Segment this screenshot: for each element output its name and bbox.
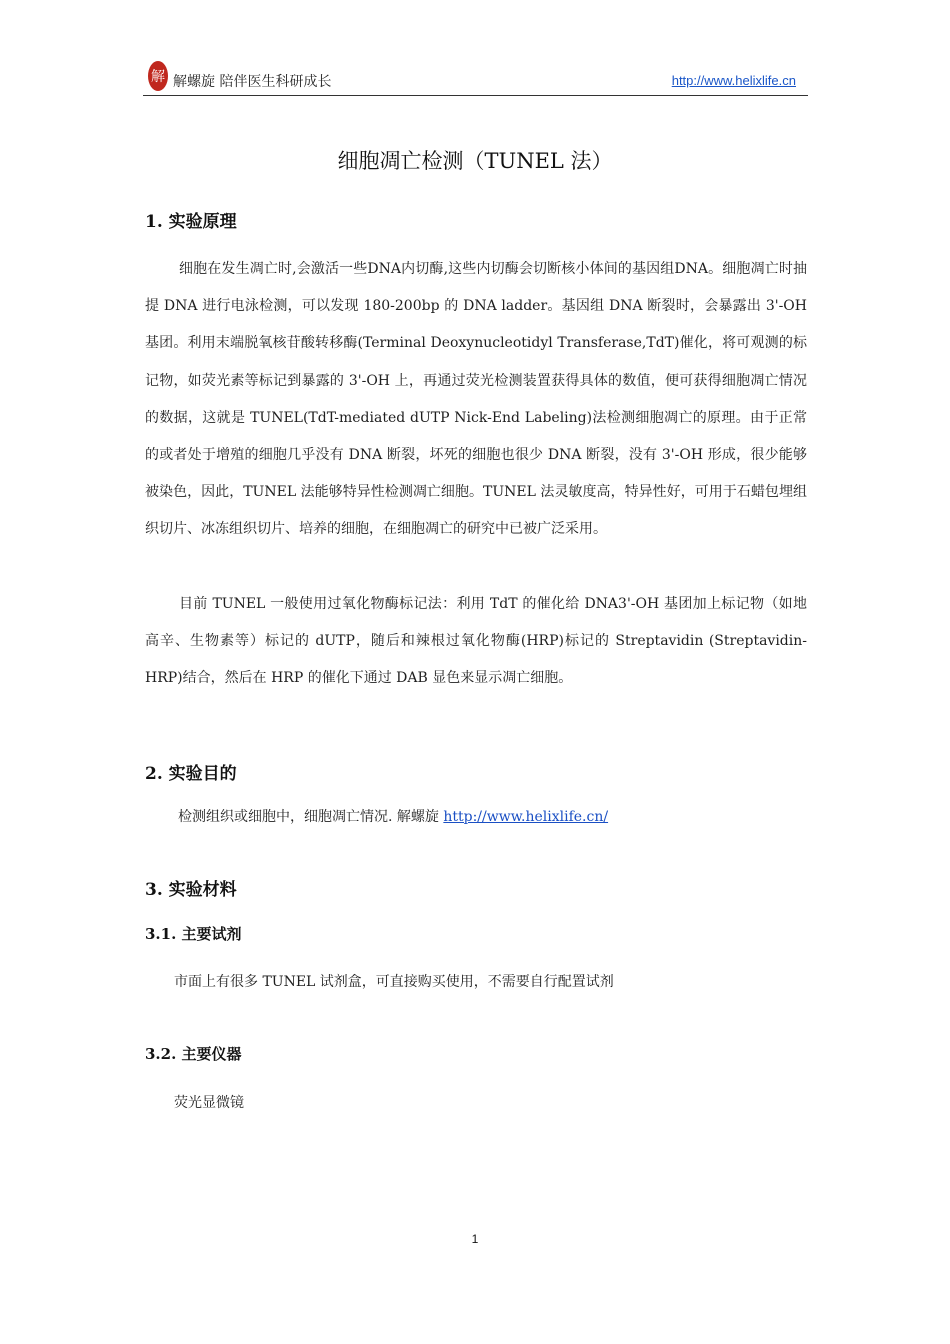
page-number: 1	[471, 1232, 479, 1246]
page-header	[143, 58, 808, 96]
header-website-link[interactable]: http://www.helixlife.cn	[671, 73, 796, 88]
helixlife-logo-icon	[147, 60, 169, 92]
section-1-heading: 1. 实验原理	[145, 212, 237, 232]
section-2-text	[178, 806, 608, 826]
section-3-1-text: 市面上有很多 TUNEL 试剂盒，可直接购买使用，不需要自行配置试剂	[174, 974, 614, 990]
section-3-2-text: 荧光显微镜	[174, 1095, 244, 1111]
header-slogan: 解螺旋 陪伴医生科研成长	[173, 74, 332, 90]
section-2-description: 检测组织或细胞中，细胞凋亡情况. 解螺旋	[178, 809, 439, 825]
section-1-paragraph-2: 目前 TUNEL 一般使用过氧化物酶标记法：利用 TdT 的催化给 DNA3'-OH 基团加上标记物（如地高辛、生物素等）标记的 dUTP，随后和辣根过氧化物酶(HRP)标记的 Streptavidin (Streptavidin-HRP)结合，然后在 HRP 的催化下通过 DAB 显色来显示凋亡细胞。	[145, 596, 807, 687]
section-1-paragraph-1: 细胞在发生凋亡时,会激活一些DNA内切酶,这些内切酶会切断核小体间的基因组DNA。细胞凋亡时抽提 DNA 进行电泳检测，可以发现 180-200bp 的 DNA ladder。基因组 DNA 断裂时，会暴露出 3'-OH 基团。利用末端脱氧核苷酸转移酶(Terminal Deoxynucleotidyl Transferase,TdT)催化，将可观测的标记物，如荧光素等标记到暴露的 3'-OH 上，再通过荧光检测装置获得具体的数值，便可获得细胞凋亡情况的数据，这就是 TUNEL(TdT-mediated dUTP Nick-End Labeling)法检测细胞凋亡的原理。由于正常的或者处于增殖的细胞几乎没有 DNA 断裂，坏死的细胞也很少 DNA 断裂，没有 3'-OH 形成，很少能够被染色，因此，TUNEL 法能够特异性检测凋亡细胞。TUNEL 法灵敏度高，特异性好，可用于石蜡包埋组织切片、冰冻组织切片、培养的细胞，在细胞凋亡的研究中已被广泛采用。	[145, 261, 807, 538]
section-3-heading: 3. 实验材料	[145, 880, 237, 900]
section-3-1-heading: 3.1. 主要试剂	[145, 925, 242, 943]
helixlife-link[interactable]: http://www.helixlife.cn/	[443, 809, 609, 825]
section-3-2-heading: 3.2. 主要仪器	[145, 1045, 242, 1063]
section-2-heading: 2. 实验目的	[145, 764, 237, 784]
document-title: 细胞凋亡检测（TUNEL 法）	[337, 149, 613, 173]
svg-text:解: 解	[151, 69, 165, 85]
